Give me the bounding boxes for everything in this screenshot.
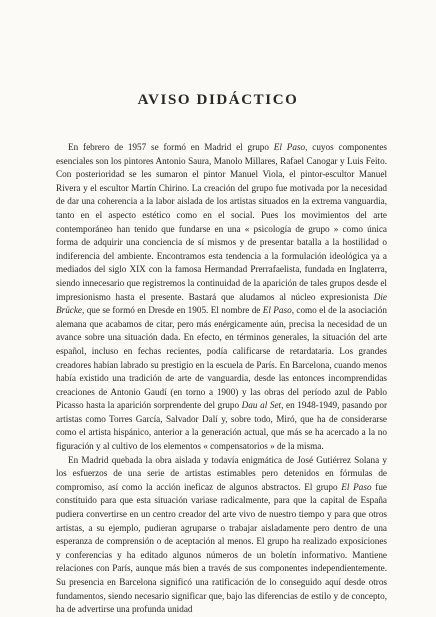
text-run: , como el de la asociación alemana que acabamos de citar, pero más enérgicamente aún, precisa la necesidad de un avance sobre una situación dada. En efecto, en términos generales, la situación del arte español, incluso en fechas recientes, podía calificarse de retardataria. Los grandes creadores habían labrado su prestigio en la escuela de París. En Barcelona, cuando menos había existido una tradición de arte de vanguardia, desde las entonces incomprendidas creaciones de Antonio Gaudí (en torno a 1900) y las obras del período azul de Pablo Picasso hasta la aparición sorprendente del grupo [56,305,387,411]
italic-title: El Paso [273,142,306,152]
page-title: AVISO DIDÁCTICO [137,92,299,108]
text-run: , en 1948-1949, pasando por artistas como Torres García, Salvador Dalí y, sobre todo, Miró, que ha de considerarse como el artista hispánico, anterior a la generación actual, que más se ha acercado a la no figuración y al cultivo de los elementos « compensatorios » de la misma. [56,400,387,452]
italic-title: Dau al Set [241,400,282,411]
text-run: , que se formó en Dresde en 1905. El nombre de [82,305,263,316]
paragraph-2 [56,454,387,617]
italic-title: El Paso [262,305,292,316]
text-run: , cuyos componentes esenciales son los pintores Antonio Saura, Manolo Millares, Rafael Canogar y Luis Feito. Con posterioridad se les sumaron el pintor Manuel Viola, el pintor-escultor Manuel Rivera y el escultor Martín Chirino. La creación del grupo fue motivada por la necesidad de dar una coherencia a la labor aislada de los artistas situados en la extrema vanguardia, tanto en el aspecto estético como en el social. Pues los movimientos del arte contemporáneo han tenido que fundarse en una « psicología de grupo » como única forma de adquirir una conciencia de sí mismos y de presentar batalla a la hostilidad o indiferencia del ambiente. Encontramos esta tendencia a la formulación ideológica ya a mediados del siglo XIX con la famosa Hermandad Prerrafaelista, fundada en Inglaterra, siendo innecesario que registremos la continuidad de la aparición de tales grupos desde el impresionismo hasta el presente. Bastará que aludamos al núcleo expresionista [56,142,387,302]
text-run: En Madrid quebada la obra aislada y todavía enigmática de José Gutiérrez Solana y los esfuerzos de una serie de artistas estimables pero detenidos en fórmulas de compromiso, así como la acción ineficaz de algunos abstractos. El grupo [56,454,387,492]
paragraph-1 [56,141,387,454]
italic-title: El Paso [341,481,372,492]
body-text [56,141,387,617]
italic-title: Die Brücke [56,291,387,316]
text-run: En febrero de 1957 se formó en Madrid el grupo [68,142,274,152]
text-run: fue constituido para que esta situación variase radicalmente, para que la capital de España pudiera convertirse en un centro creador del arte vivo de nuestro tiempo y para que otros artistas, a su ejemplo, pudieran agruparse o trabajar aisladamente pero dentro de una esperanza de comprensión o de aceptación al menos. El grupo ha realizado exposiciones y conferencias y ha editado algunos números de un boletín informativo. Mantiene relaciones con París, aunque más bien a través de sus componentes independientemente. Su presencia en Barcelona significó una ratificación de lo conseguido aquí desde otros fundamentos, siendo necesario significar que, bajo las diferencias de estilo y de concepto, ha de advertirse una profunda unidad [56,481,387,615]
